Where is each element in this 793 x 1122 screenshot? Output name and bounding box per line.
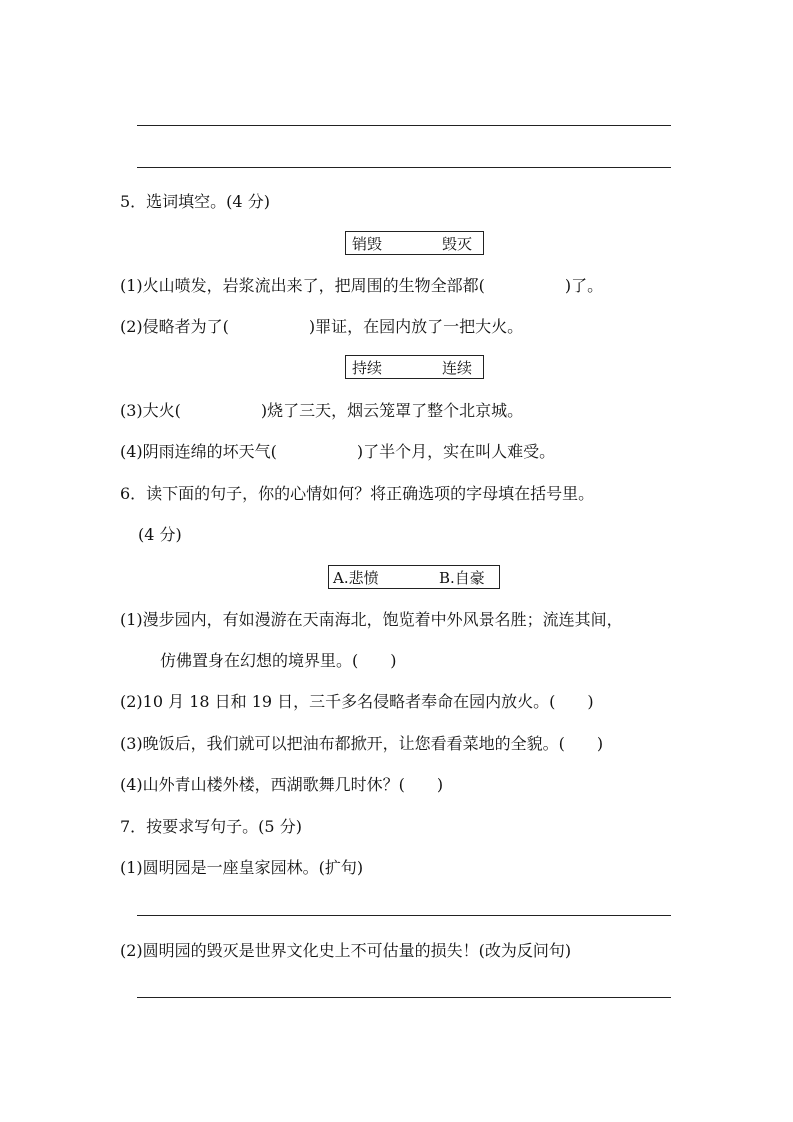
answer-line	[137, 915, 671, 916]
option-a: A.悲愤	[333, 569, 379, 587]
word-option: 销毁	[352, 235, 383, 253]
answer-line	[137, 997, 671, 998]
q5-sentence-4: (4)阴雨连绵的坏天气( )了半个月，实在叫人难受。	[120, 442, 556, 461]
q6-sentence-3: (3)晚饭后，我们就可以把油布都掀开，让您看看菜地的全貌。( )	[120, 734, 604, 753]
q6-sentence-4: (4)山外青山楼外楼，西湖歌舞几时休？( )	[120, 775, 444, 794]
option-b: B.自豪	[439, 569, 485, 587]
answer-line	[137, 125, 671, 126]
option-box	[328, 565, 500, 589]
q5-title: 5．选词填空。(4 分)	[120, 192, 270, 211]
q6-sentence-1b: 仿佛置身在幻想的境界里。( )	[160, 651, 397, 670]
q6-sentence-1a: (1)漫步园内，有如漫游在天南海北，饱览着中外风景名胜；流连其间，	[120, 610, 623, 629]
q5-sentence-2: (2)侵略者为了( )罪证，在园内放了一把大火。	[120, 317, 524, 336]
answer-line	[137, 167, 671, 168]
q5-sentence-3: (3)大火( )烧了三天，烟云笼罩了整个北京城。	[120, 401, 524, 420]
q5-sentence-1: (1)火山喷发，岩浆流出来了，把周围的生物全部都( )了。	[120, 276, 604, 295]
q6-score: (4 分)	[138, 525, 182, 544]
word-option: 连续	[442, 359, 473, 377]
word-option: 持续	[352, 359, 383, 377]
word-choice-box	[345, 355, 484, 379]
q7-title: 7．按要求写句子。(5 分)	[120, 817, 302, 836]
q6-sentence-2: (2)10 月 18 日和 19 日，三千多名侵略者奉命在园内放火。( )	[120, 692, 594, 711]
q7-sentence-1: (1)圆明园是一座皇家园林。(扩句)	[120, 858, 364, 877]
q7-sentence-2: (2)圆明园的毁灭是世界文化史上不可估量的损失！(改为反问句)	[120, 941, 572, 960]
word-choice-box	[345, 231, 484, 255]
q6-title: 6．读下面的句子，你的心情如何？将正确选项的字母填在括号里。	[120, 484, 595, 503]
word-option: 毁灭	[442, 235, 473, 253]
